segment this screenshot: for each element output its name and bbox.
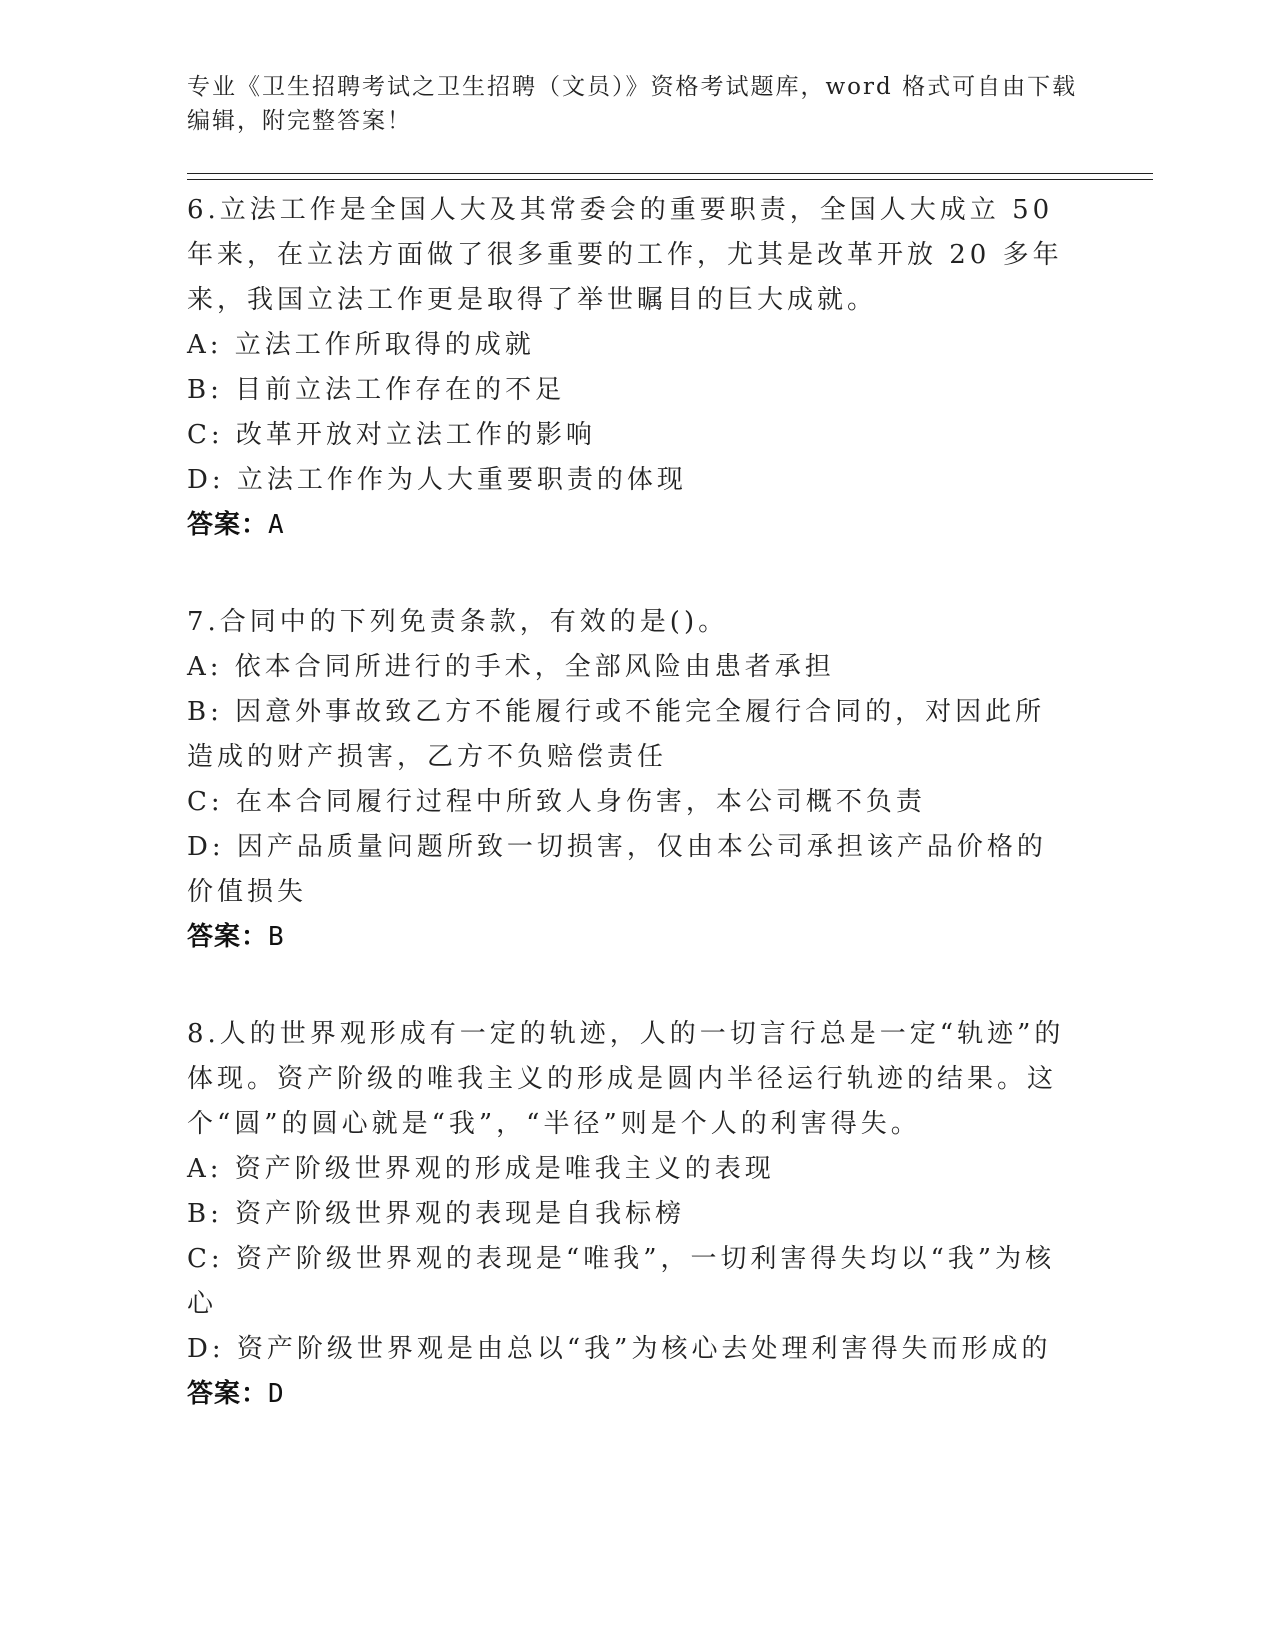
option-c: C: 在本合同履行过程中所致人身伤害，本公司概不负责: [187, 787, 926, 817]
answer-line: [187, 1372, 1067, 1417]
option-d: D: 资产阶级世界观是由总以“我”为核心去处理利害得失而形成的: [187, 1334, 1052, 1364]
option-d: D: 立法工作作为人大重要职责的体现: [187, 465, 687, 495]
option-a: A: 立法工作所取得的成就: [187, 330, 535, 360]
option-d: D: 因产品质量问题所致一切损害，仅由本公司承担该产品价格的价值损失: [187, 832, 1047, 907]
question-stem: 8.人的世界观形成有一定的轨迹，人的一切言行总是一定“轨迹”的体现。资产阶级的唯我主义的形成是圆内半径运行轨迹的结果。这个“圆”的圆心就是“我”，“半径”则是个人的利害得失。: [187, 1019, 1065, 1139]
answer-label: 答案：: [187, 922, 269, 952]
question-6: [187, 188, 1067, 548]
answer-line: [187, 915, 1067, 960]
document-header: 专业《卫生招聘考试之卫生招聘（文员）》资格考试题库，word 格式可自由下载编辑，附完整答案！: [187, 74, 1078, 134]
header-divider-bottom: [187, 179, 1153, 180]
question-7: [187, 600, 1067, 960]
question-stem: 6.立法工作是全国人大及其常委会的重要职责，全国人大成立 50 年来，在立法方面做了很多重要的工作，尤其是改革开放 20 多年来，我国立法工作更是取得了举世瞩目的巨大成就。: [187, 195, 1063, 315]
answer-label: 答案：: [187, 510, 269, 540]
option-c: C: 改革开放对立法工作的影响: [187, 420, 596, 450]
answer-value: D: [268, 1379, 285, 1409]
answer-value: B: [268, 922, 285, 952]
question-stem: 7.合同中的下列免责条款，有效的是()。: [187, 607, 729, 637]
answer-line: [187, 503, 1067, 548]
option-a: A: 依本合同所进行的手术，全部风险由患者承担: [187, 652, 835, 682]
header-divider-top: [187, 173, 1153, 174]
option-a: A: 资产阶级世界观的形成是唯我主义的表现: [187, 1154, 775, 1184]
question-list: [187, 188, 1067, 1469]
question-8: [187, 1012, 1067, 1417]
option-b: B: 因意外事故致乙方不能履行或不能完全履行合同的，对因此所造成的财产损害，乙方不负赔偿责任: [187, 697, 1046, 772]
option-b: B: 目前立法工作存在的不足: [187, 375, 566, 405]
answer-label: 答案：: [187, 1379, 269, 1409]
option-c: C: 资产阶级世界观的表现是“唯我”，一切利害得失均以“我”为核心: [187, 1244, 1056, 1319]
answer-value: A: [268, 510, 285, 540]
option-b: B: 资产阶级世界观的表现是自我标榜: [187, 1199, 686, 1229]
